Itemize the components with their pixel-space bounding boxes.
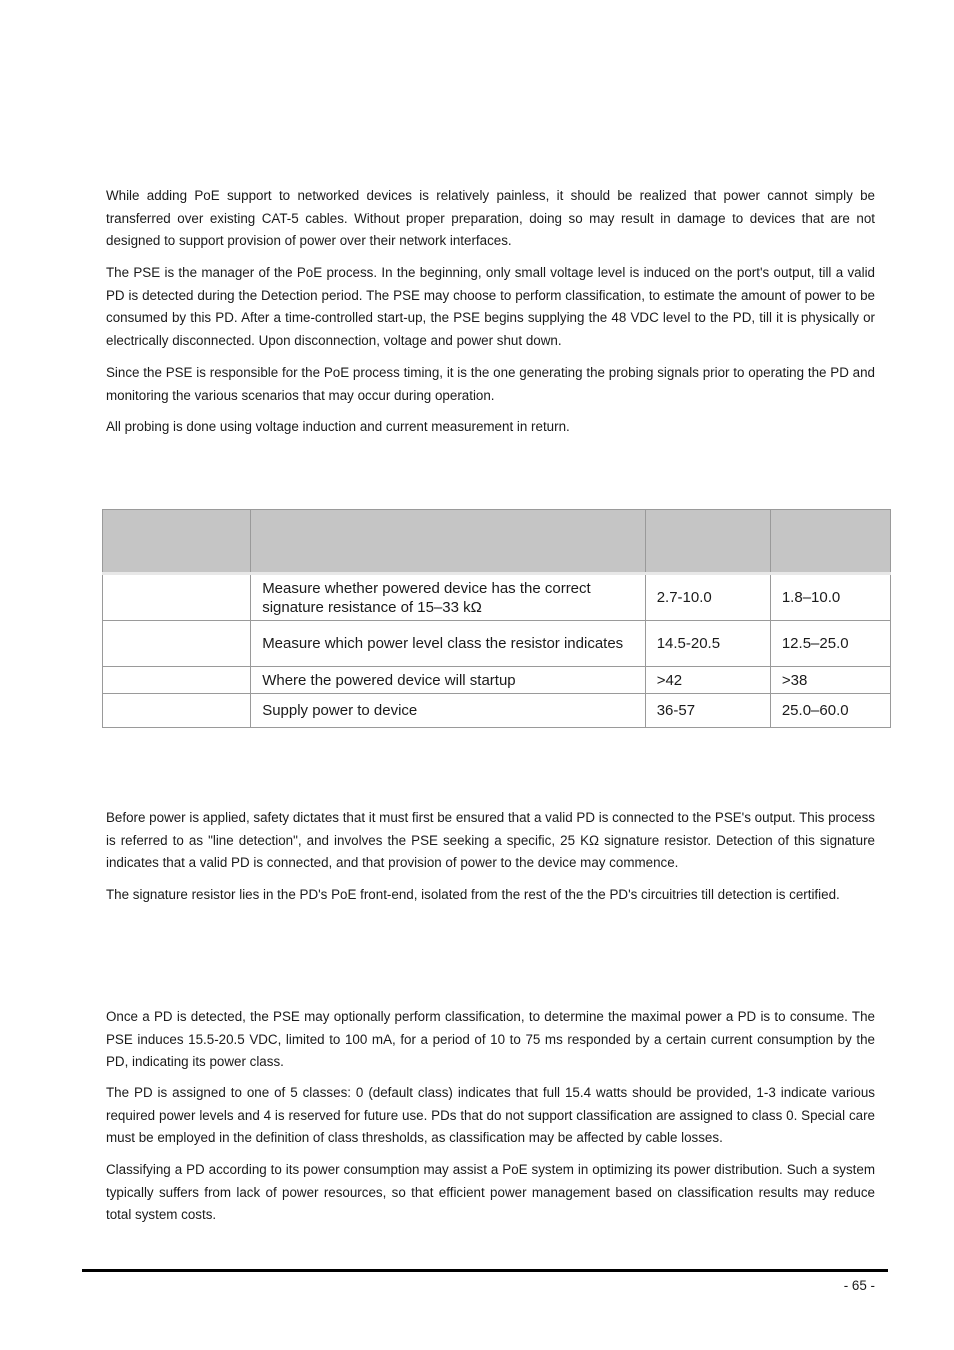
classification-paragraph-1: Once a PD is detected, the PSE may optionally perform classification, to determine the maximal power a PD is to consume. The PSE induces 15.5-20.5 VDC, limited to 100 mA, for a period of 10 to 75 ms responded by a certain current consumption by the PD, indicating its power class. — [106, 1009, 875, 1069]
pd-volts-cell: 1.8–10.0 — [770, 574, 890, 621]
pd-volts-cell: >38 — [770, 667, 890, 694]
stage-cell — [103, 574, 251, 621]
intro-paragraph-2: The PSE is the manager of the PoE process. In the beginning, only small voltage level is induced on the port's output, till a valid PD is detected during the Detection period. The PSE may choose to perform classification, to estimate the amount of power to be consumed by this PD. After a time-controlled start-up, the PSE begins supplying the 48 VDC level to the PD, till it is physically or electrically disconnected. Upon disconnection, voltage and power shut down. — [106, 265, 875, 348]
stage-cell — [103, 621, 251, 667]
pse-volts-cell: 14.5-20.5 — [645, 621, 770, 667]
detection-paragraph-2: The signature resistor lies in the PD's PoE front-end, isolated from the rest of the the PD's circuitries till detection is certified. — [106, 887, 840, 902]
table-row — [103, 694, 891, 728]
table-row — [103, 621, 891, 667]
poe-stages-table — [102, 509, 891, 728]
action-cell: Measure which power level class the resistor indicates — [251, 621, 646, 667]
table-row — [103, 667, 891, 694]
action-cell: Supply power to device — [251, 694, 646, 728]
classification-paragraph-2: The PD is assigned to one of 5 classes: 0 (default class) indicates that full 15.4 watts should be provided, 1-3 indicate various required power levels and 4 is reserved for future use. PDs that do not support classification are assigned to class 0. Special care must be employed in the definition of class thresholds, as classification may be affected by cable losses. — [106, 1085, 875, 1145]
pse-volts-cell: >42 — [645, 667, 770, 694]
detection-paragraph-1: Before power is applied, safety dictates that it must first be ensured that a valid PD is connected to the PSE's output. This process is referred to as "line detection", and involves the PSE seeking a specific, 25 KΩ signature resistor. Detection of this signature indicates that a valid PD is connected, and that provision of power to the device may commence. — [106, 810, 875, 870]
stage-cell — [103, 667, 251, 694]
header-cell-pse-volts — [645, 510, 770, 574]
table-header-row — [103, 510, 891, 574]
intro-paragraph-4: All probing is done using voltage induction and current measurement in return. — [106, 419, 570, 434]
page-number: - 65 - — [843, 1278, 875, 1293]
pse-volts-cell: 36-57 — [645, 694, 770, 728]
action-cell: Measure whether powered device has the correct signature resistance of 15–33 kΩ — [251, 574, 646, 621]
header-cell-stage — [103, 510, 251, 574]
classification-paragraph-3: Classifying a PD according to its power consumption may assist a PoE system in optimizing its power distribution. Such a system typically suffers from lack of power resources, so that efficient power management based on classification results may reduce total system costs. — [106, 1162, 875, 1222]
pd-volts-cell: 25.0–60.0 — [770, 694, 890, 728]
pse-volts-cell: 2.7-10.0 — [645, 574, 770, 621]
intro-paragraph-3: Since the PSE is responsible for the PoE process timing, it is the one generating the probing signals prior to operating the PD and monitoring the various scenarios that may occur during operation. — [106, 365, 875, 403]
header-cell-pd-volts — [770, 510, 890, 574]
pd-volts-cell: 12.5–25.0 — [770, 621, 890, 667]
intro-paragraph-1: While adding PoE support to networked devices is relatively painless, it should be realized that power cannot simply be transferred over existing CAT-5 cables. Without proper preparation, doing so may result in damage to devices that are not designed to support provision of power over their network interfaces. — [106, 188, 875, 248]
header-cell-action — [251, 510, 646, 574]
stage-cell — [103, 694, 251, 728]
footer-rule — [82, 1269, 888, 1272]
action-cell: Where the powered device will startup — [251, 667, 646, 694]
table-row — [103, 574, 891, 621]
